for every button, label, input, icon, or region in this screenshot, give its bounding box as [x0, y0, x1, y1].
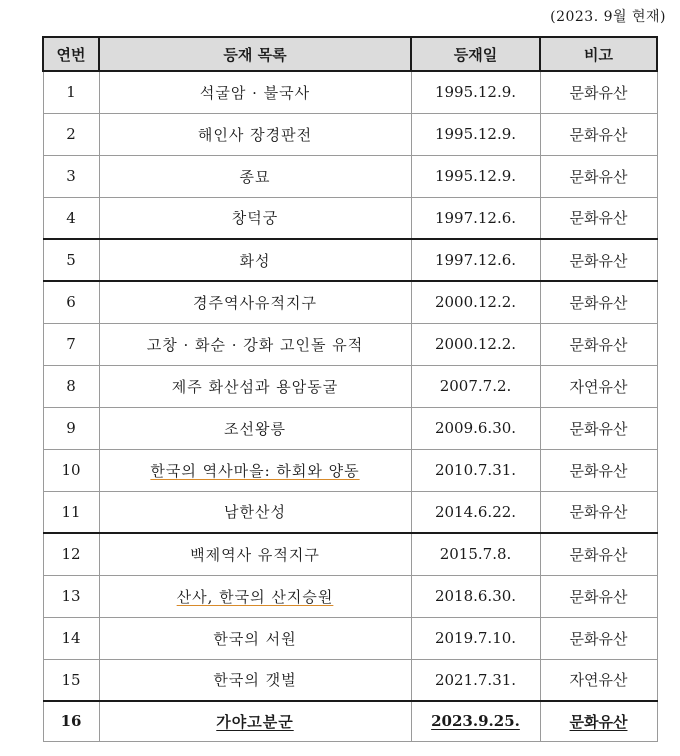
- row-listing-name: 종묘: [239, 167, 271, 186]
- table-row: [43, 407, 657, 449]
- row-listing-name-cell: [99, 407, 411, 449]
- table-row: [43, 323, 657, 365]
- row-heritage-type-cell: [540, 533, 657, 575]
- row-number-cell: [43, 113, 99, 155]
- row-listing-name: 해인사 장경판전: [197, 125, 313, 144]
- row-listing-name-cell: [99, 659, 411, 701]
- row-heritage-type: 문화유산: [569, 167, 628, 186]
- row-heritage-type-cell: [540, 449, 657, 491]
- column-header-number: 연번: [43, 37, 99, 71]
- row-inscription-date-cell: [411, 113, 540, 155]
- row-inscription-date-cell: [411, 365, 540, 407]
- row-heritage-type-cell: [540, 197, 657, 239]
- row-listing-name: 남한산성: [224, 503, 286, 522]
- row-number: 1: [66, 83, 76, 102]
- row-number: 6: [66, 293, 76, 312]
- row-heritage-type-cell: [540, 365, 657, 407]
- table-row: [43, 365, 657, 407]
- row-heritage-type: 문화유산: [569, 587, 628, 606]
- row-inscription-date: 2000.12.2.: [434, 293, 517, 312]
- row-number-cell: [43, 617, 99, 659]
- row-number: 8: [66, 377, 76, 395]
- row-number: 3: [66, 167, 76, 185]
- row-listing-name-cell: [99, 701, 411, 741]
- row-listing-name-cell: [99, 449, 411, 491]
- row-listing-name-cell: [99, 197, 411, 239]
- row-number-cell: [43, 659, 99, 701]
- table-header: [43, 37, 657, 71]
- row-listing-name-cell: [99, 71, 411, 113]
- row-number-cell: [43, 155, 99, 197]
- row-number-cell: [43, 701, 99, 741]
- row-number: 7: [66, 335, 76, 353]
- row-heritage-type: 문화유산: [569, 209, 628, 228]
- row-heritage-type: 문화유산: [569, 125, 628, 144]
- table-row: [43, 281, 657, 323]
- row-listing-name: 가야고분군: [216, 712, 294, 731]
- row-number-cell: [43, 197, 99, 239]
- table-row: [43, 113, 657, 155]
- row-inscription-date: 2009.6.30.: [434, 419, 517, 437]
- row-heritage-type-cell: [540, 281, 657, 323]
- as-of-date-note: (2023. 9월 현재): [550, 9, 666, 25]
- row-listing-name-cell: [99, 113, 411, 155]
- table-body: [43, 71, 657, 741]
- table-row: [43, 449, 657, 491]
- row-heritage-type-cell: [540, 113, 657, 155]
- table-row: [43, 659, 657, 701]
- row-inscription-date: 2018.6.30.: [434, 587, 517, 605]
- row-listing-name: 한국의 역사마을: 하회와 양동: [150, 461, 360, 480]
- row-heritage-type: 문화유산: [569, 335, 628, 354]
- row-listing-name: 한국의 갯벌: [213, 671, 297, 690]
- row-heritage-type-cell: [540, 701, 657, 741]
- row-heritage-type: 문화유산: [569, 293, 628, 312]
- row-listing-name-cell: [99, 323, 411, 365]
- row-listing-name: 경주역사유적지구: [193, 293, 317, 312]
- row-listing-name: 백제역사 유적지구: [190, 545, 320, 564]
- row-listing-name-cell: [99, 617, 411, 659]
- row-inscription-date-cell: [411, 281, 540, 323]
- table-row: [43, 239, 657, 281]
- row-number: 4: [66, 208, 76, 227]
- row-heritage-type-cell: [540, 491, 657, 533]
- row-number: 2: [66, 125, 76, 143]
- row-heritage-type-cell: [540, 155, 657, 197]
- row-number-cell: [43, 323, 99, 365]
- row-heritage-type-cell: [540, 407, 657, 449]
- row-heritage-type-cell: [540, 617, 657, 659]
- row-heritage-type: 문화유산: [569, 461, 628, 480]
- row-number: 9: [66, 419, 76, 437]
- row-inscription-date-cell: [411, 197, 540, 239]
- row-heritage-type-cell: [540, 659, 657, 701]
- row-heritage-type-cell: [540, 239, 657, 281]
- row-heritage-type: 문화유산: [569, 503, 628, 522]
- row-inscription-date-cell: [411, 491, 540, 533]
- row-number-cell: [43, 407, 99, 449]
- row-number-cell: [43, 575, 99, 617]
- row-inscription-date: 2007.7.2.: [439, 377, 512, 395]
- row-number-cell: [43, 239, 99, 281]
- row-listing-name: 창덕궁: [231, 209, 279, 228]
- row-inscription-date-cell: [411, 71, 540, 113]
- row-number-cell: [43, 71, 99, 113]
- row-listing-name-cell: [99, 491, 411, 533]
- row-listing-name: 고창 · 화순 · 강화 고인돌 유적: [146, 335, 364, 354]
- row-inscription-date: 2019.7.10.: [434, 629, 517, 647]
- row-heritage-type-cell: [540, 575, 657, 617]
- row-heritage-type: 문화유산: [569, 629, 628, 648]
- row-inscription-date-cell: [411, 575, 540, 617]
- row-inscription-date: 2010.7.31.: [434, 461, 517, 479]
- table-row: [43, 197, 657, 239]
- row-heritage-type: 자연유산: [569, 671, 628, 690]
- table-row: [43, 701, 657, 741]
- row-inscription-date: 2021.7.31.: [434, 670, 517, 689]
- row-listing-name-cell: [99, 533, 411, 575]
- row-inscription-date-cell: [411, 239, 540, 281]
- row-inscription-date: 1997.12.6.: [434, 208, 517, 227]
- column-header-date: 등재일: [411, 37, 540, 71]
- row-number: 15: [61, 670, 81, 689]
- row-number: 14: [61, 629, 81, 647]
- row-listing-name: 화성: [239, 251, 271, 270]
- row-inscription-date-cell: [411, 533, 540, 575]
- column-header-remarks: 비고: [540, 37, 657, 71]
- row-heritage-type: 문화유산: [569, 251, 628, 270]
- heritage-list-table: [42, 36, 658, 742]
- row-listing-name-cell: [99, 281, 411, 323]
- row-inscription-date: 1995.12.9.: [434, 167, 517, 185]
- row-number: 12: [61, 545, 81, 564]
- row-number-cell: [43, 365, 99, 407]
- row-number: 13: [61, 587, 81, 605]
- table-row: [43, 155, 657, 197]
- row-number-cell: [43, 449, 99, 491]
- row-listing-name-cell: [99, 365, 411, 407]
- row-inscription-date-cell: [411, 701, 540, 741]
- row-number-cell: [43, 533, 99, 575]
- row-heritage-type: 문화유산: [569, 545, 628, 564]
- row-inscription-date: 2023.9.25.: [431, 712, 520, 731]
- row-heritage-type: 문화유산: [569, 83, 628, 102]
- row-listing-name: 산사, 한국의 산지승원: [176, 587, 334, 606]
- row-inscription-date-cell: [411, 323, 540, 365]
- row-inscription-date: 2015.7.8.: [439, 545, 512, 564]
- row-inscription-date-cell: [411, 407, 540, 449]
- row-listing-name: 조선왕릉: [224, 419, 286, 438]
- row-listing-name: 석굴암 · 불국사: [199, 83, 311, 102]
- row-inscription-date: 2000.12.2.: [434, 335, 517, 353]
- row-inscription-date-cell: [411, 449, 540, 491]
- row-listing-name-cell: [99, 239, 411, 281]
- row-number: 10: [61, 461, 81, 479]
- row-number: 5: [66, 251, 76, 269]
- row-heritage-type-cell: [540, 71, 657, 113]
- row-listing-name: 한국의 서원: [213, 629, 297, 648]
- row-inscription-date: 1995.12.9.: [434, 125, 517, 143]
- row-inscription-date: 1995.12.9.: [434, 83, 517, 102]
- row-listing-name-cell: [99, 575, 411, 617]
- row-inscription-date-cell: [411, 617, 540, 659]
- table-row: [43, 533, 657, 575]
- row-number: 11: [61, 502, 81, 521]
- table-row: [43, 575, 657, 617]
- row-listing-name-cell: [99, 155, 411, 197]
- table-row: [43, 491, 657, 533]
- row-heritage-type-cell: [540, 323, 657, 365]
- row-inscription-date: 1997.12.6.: [434, 251, 517, 269]
- row-inscription-date-cell: [411, 155, 540, 197]
- row-inscription-date: 2014.6.22.: [434, 502, 517, 521]
- row-heritage-type: 자연유산: [569, 377, 628, 396]
- row-number-cell: [43, 281, 99, 323]
- row-listing-name: 제주 화산섬과 용암동굴: [171, 377, 339, 396]
- row-number-cell: [43, 491, 99, 533]
- row-heritage-type: 문화유산: [569, 712, 628, 731]
- row-heritage-type: 문화유산: [569, 419, 628, 438]
- table-row: [43, 71, 657, 113]
- row-inscription-date-cell: [411, 659, 540, 701]
- row-number: 16: [60, 712, 82, 731]
- column-header-listing: 등재 목록: [99, 37, 411, 71]
- table-row: [43, 617, 657, 659]
